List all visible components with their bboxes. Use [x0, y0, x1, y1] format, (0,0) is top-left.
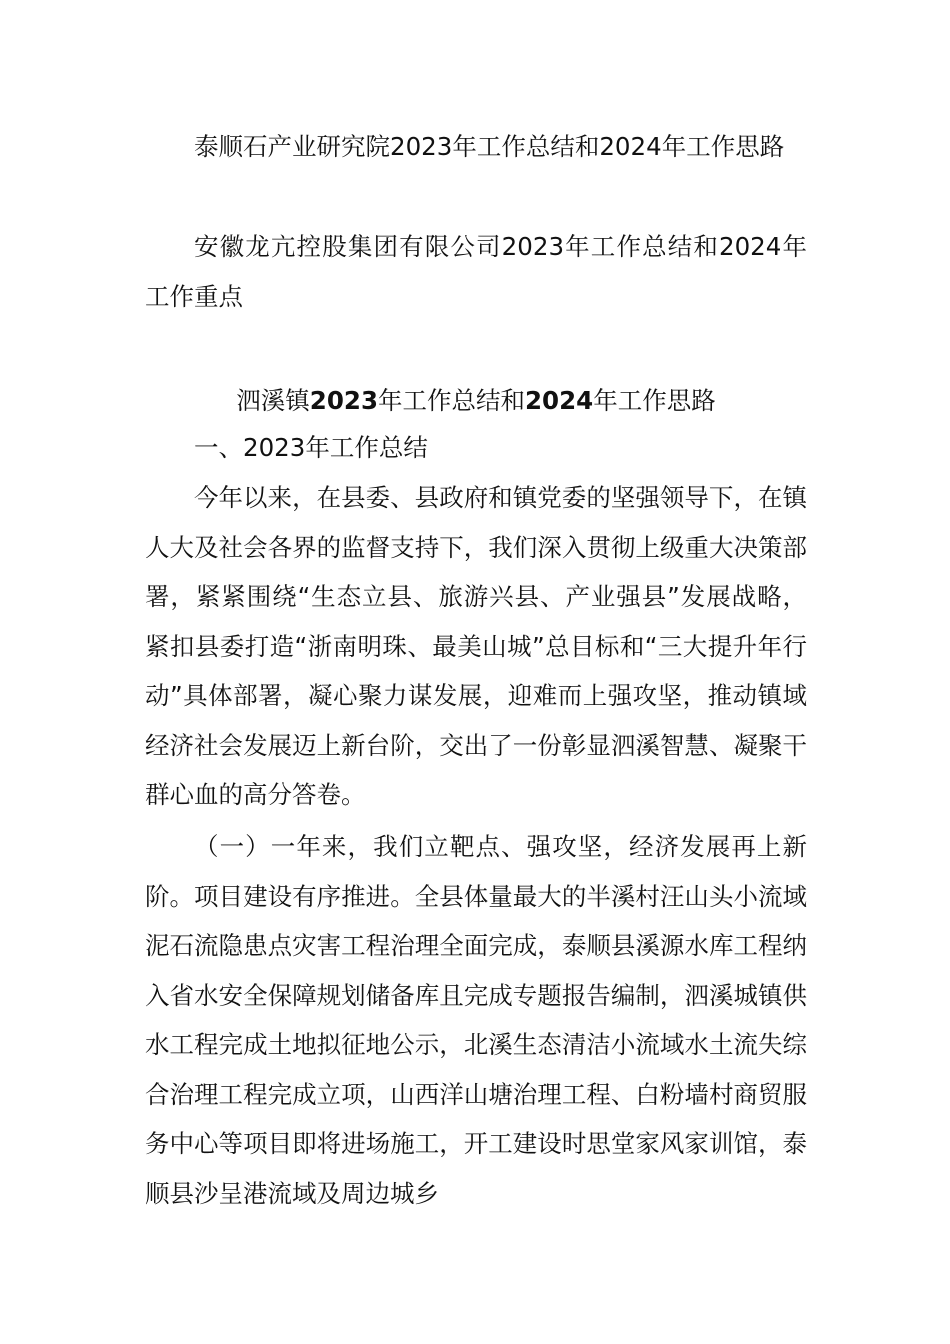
document-title — [145, 376, 807, 426]
title-middle: 年工作总结和 — [378, 386, 525, 415]
paragraph-intro: 今年以来，在县委、县政府和镇党委的坚强领导下，在镇人大及社会各界的监督支持下，我们深入贯彻上级重大决策部署，紧紧围绕“生态立县、旅游兴县、产业强县”发展战略，紧扣县委打造“浙南明珠、最美山城”总目标和“三大提升年行动”具体部署，凝心聚力谋发展，迎难而上强攻坚，推动镇域经济社会发展迈上新台阶，交出了一份彰显泗溪智慧、凝聚干群心血的高分答卷。 — [145, 483, 807, 809]
paragraph-economy: （一）一年来，我们立靶点、强攻坚，经济发展再上新阶。项目建设有序推进。全县体量最大的半溪村汪山头小流域泥石流隐患点灾害工程治理全面完成，泰顺县溪源水库工程纳入省水安全保障规划储备库且完成专题报告编制，泗溪城镇供水工程完成土地拟征地公示，北溪生态清洁小流域水土流失综合治理工程完成立项，山西洋山塘治理工程、白粉墙村商贸服务中心等项目即将进场施工，开工建设时思堂家风家训馆，泰顺县沙呈港流域及周边城乡 — [145, 832, 807, 1208]
title-year-2024: 2024 — [525, 386, 594, 415]
section-heading: 一、2023年工作总结 — [194, 433, 428, 462]
related-title-1: 泰顺石产业研究院2023年工作总结和2024年工作思路 — [194, 132, 785, 161]
title-year-2023: 2023 — [309, 386, 378, 415]
related-title-2: 安徽龙亢控股集团有限公司2023年工作总结和2024年工作重点 — [145, 232, 807, 311]
title-prefix: 泗溪镇 — [236, 386, 310, 415]
title-suffix: 年工作思路 — [593, 386, 716, 415]
